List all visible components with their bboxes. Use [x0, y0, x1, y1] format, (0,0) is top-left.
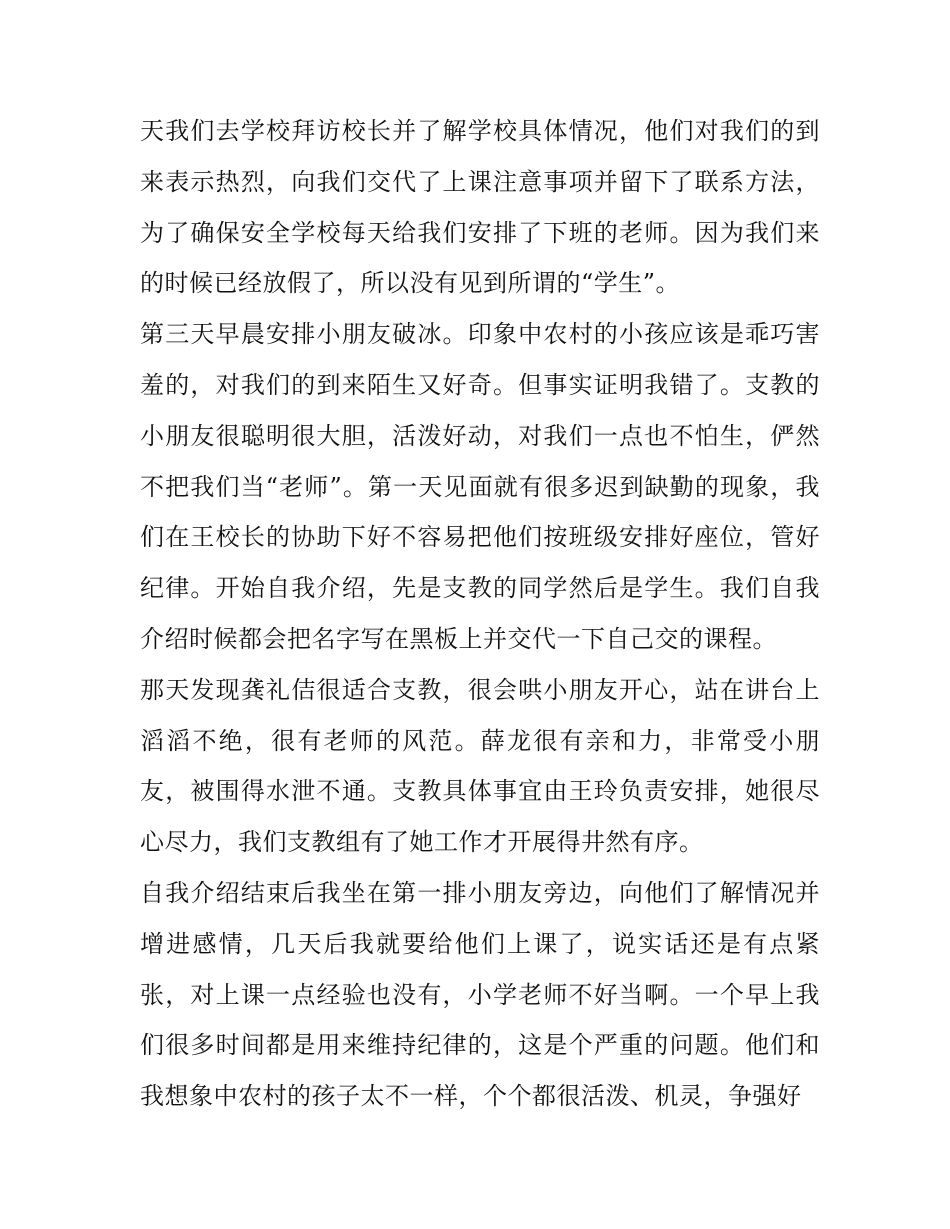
document-body [140, 106, 820, 1122]
paragraph: 自我介绍结束后我坐在第一排小朋友旁边，向他们了解情况并增进感情，几天后我就要给他们上课了，说实话还是有点紧张，对上课一点经验也没有，小学老师不好当啊。一个早上我们很多时间都是用来维持纪律的，这是个严重的问题。他们和我想象中农村的孩子太不一样，个个都很活泼、机灵，争强好 [140, 878, 820, 1111]
paragraph: 那天发现龚礼佶很适合支教，很会哄小朋友开心，站在讲台上滔滔不绝，很有老师的风范。薛龙很有亲和力，非常受小朋友，被围得水泄不通。支教具体事宜由王玲负责安排，她很尽心尽力，我们支教组有了她工作才开展得井然有序。 [140, 675, 820, 857]
paragraph: 天我们去学校拜访校长并了解学校具体情况，他们对我们的到来表示热烈，向我们交代了上课注意事项并留下了联系方法，为了确保安全学校每天给我们安排了下班的老师。因为我们来的时候已经放假了，所以没有见到所谓的“学生”。 [140, 117, 820, 298]
paragraph: 第三天早晨安排小朋友破冰。印象中农村的小孩应该是乖巧害羞的，对我们的到来陌生又好奇。但事实证明我错了。支教的小朋友很聪明很大胆，活泼好动，对我们一点也不怕生，俨然不把我们当“老师”。第一天见面就有很多迟到缺勤的现象，我们在王校长的协助下好不容易把他们按班级安排好座位，管好纪律。开始自我介绍，先是支教的同学然后是学生。我们自我介绍时候都会把名字写在黑板上并交代一下自己交的课程。 [140, 320, 820, 653]
